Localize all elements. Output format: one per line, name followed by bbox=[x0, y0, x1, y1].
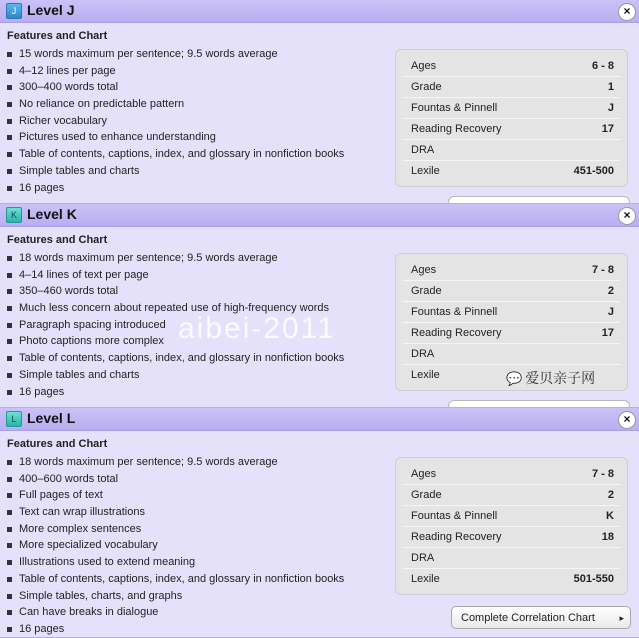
stat-label: Ages bbox=[411, 468, 437, 480]
stat-value: 451-500 bbox=[573, 165, 614, 177]
level-l-panel bbox=[0, 408, 639, 638]
feature-list bbox=[7, 454, 344, 638]
stat-row-ages bbox=[403, 464, 620, 485]
stat-row-grade bbox=[403, 281, 620, 302]
stat-row-lexile bbox=[403, 161, 620, 181]
stat-value: 6 - 8 bbox=[591, 60, 614, 72]
stat-label: Reading Recovery bbox=[411, 123, 502, 135]
feature-item: 18 words maximum per sentence; 9.5 words average bbox=[7, 454, 344, 471]
level-j-icon: J bbox=[6, 3, 22, 19]
close-icon[interactable]: × bbox=[618, 207, 636, 225]
stat-row-dra bbox=[403, 140, 620, 161]
feature-item: 16 pages bbox=[7, 180, 344, 197]
feature-item: 400–600 words total bbox=[7, 471, 344, 488]
feature-item: 300–400 words total bbox=[7, 79, 344, 96]
stat-label: Fountas & Pinnell bbox=[411, 306, 498, 318]
stat-row-grade bbox=[403, 77, 620, 98]
feature-item: Illustrations used to extend meaning bbox=[7, 554, 344, 571]
correlation-button-label: Complete Correlation Chart bbox=[461, 612, 595, 624]
stat-row-ages bbox=[403, 260, 620, 281]
features-heading: Features and Chart bbox=[7, 30, 108, 42]
stat-value: K bbox=[606, 510, 614, 522]
feature-item: More specialized vocabulary bbox=[7, 537, 344, 554]
feature-item: Table of contents, captions, index, and glossary in nonfiction books bbox=[7, 350, 344, 367]
feature-item: Photo captions more complex bbox=[7, 333, 344, 350]
feature-item: Simple tables and charts bbox=[7, 367, 344, 384]
stat-value: 7 - 8 bbox=[591, 264, 614, 276]
feature-item: Richer vocabulary bbox=[7, 113, 344, 130]
stat-label: Ages bbox=[411, 60, 437, 72]
level-l-title: Level L bbox=[27, 410, 76, 426]
feature-item: 4–12 lines per page bbox=[7, 63, 344, 80]
feature-item: Pictures used to enhance understanding bbox=[7, 129, 344, 146]
feature-item: No reliance on predictable pattern bbox=[7, 96, 344, 113]
feature-item: Can have breaks in dialogue bbox=[7, 604, 344, 621]
wechat-watermark bbox=[506, 368, 595, 388]
stat-label: Ages bbox=[411, 264, 437, 276]
feature-item: 16 pages bbox=[7, 621, 344, 638]
stat-value: 17 bbox=[601, 327, 614, 339]
stat-row-reading-recovery bbox=[403, 527, 620, 548]
stat-value: 501-550 bbox=[573, 573, 614, 585]
feature-item: Simple tables and charts bbox=[7, 163, 344, 180]
watermark: aibei-2011 bbox=[178, 312, 336, 345]
stat-row-fountas-pinnell bbox=[403, 98, 620, 119]
correlation-chart-button-partial[interactable] bbox=[448, 196, 630, 204]
feature-item: Text can wrap illustrations bbox=[7, 504, 344, 521]
level-j-panel bbox=[0, 0, 639, 204]
feature-item: 18 words maximum per sentence; 9.5 words average bbox=[7, 250, 344, 267]
stat-label: Fountas & Pinnell bbox=[411, 102, 498, 114]
level-k-icon: K bbox=[6, 207, 22, 223]
stat-label: Reading Recovery bbox=[411, 327, 502, 339]
level-k-header bbox=[0, 204, 639, 227]
stat-row-ages bbox=[403, 56, 620, 77]
feature-item: Table of contents, captions, index, and glossary in nonfiction books bbox=[7, 146, 344, 163]
features-heading: Features and Chart bbox=[7, 438, 108, 450]
stat-label: Grade bbox=[411, 285, 442, 297]
stat-row-reading-recovery bbox=[403, 323, 620, 344]
stat-label: DRA bbox=[411, 552, 435, 564]
level-stats-box bbox=[395, 457, 628, 595]
wechat-watermark-text: 爱贝亲子网 bbox=[525, 370, 596, 386]
close-icon[interactable]: × bbox=[618, 411, 636, 429]
complete-correlation-chart-button[interactable] bbox=[451, 606, 631, 629]
stat-value: 2 bbox=[607, 285, 614, 297]
level-j-title: Level J bbox=[27, 2, 75, 18]
stat-row-lexile bbox=[403, 569, 620, 589]
stat-value: 1 bbox=[607, 81, 614, 93]
stat-row-dra bbox=[403, 548, 620, 569]
stat-row-grade bbox=[403, 485, 620, 506]
level-k-title: Level K bbox=[27, 206, 77, 222]
stat-value: 2 bbox=[607, 489, 614, 501]
stat-value: J bbox=[607, 102, 614, 114]
feature-item: 16 pages bbox=[7, 384, 344, 401]
stat-label: Lexile bbox=[411, 573, 440, 585]
feature-item: Simple tables, charts, and graphs bbox=[7, 588, 344, 605]
level-l-icon: L bbox=[6, 411, 22, 427]
stat-value: 7 - 8 bbox=[591, 468, 614, 480]
feature-item: Full pages of text bbox=[7, 487, 344, 504]
arrow-right-icon: ▸ bbox=[619, 613, 624, 623]
stat-row-reading-recovery bbox=[403, 119, 620, 140]
level-j-header bbox=[0, 0, 639, 23]
stat-label: DRA bbox=[411, 348, 435, 360]
stat-label: Lexile bbox=[411, 369, 440, 381]
close-icon[interactable]: × bbox=[618, 3, 636, 21]
stat-label: Reading Recovery bbox=[411, 531, 502, 543]
stat-row-fountas-pinnell bbox=[403, 506, 620, 527]
stat-label: Lexile bbox=[411, 165, 440, 177]
feature-item: 350–460 words total bbox=[7, 283, 344, 300]
chat-bubble-icon: 💬 bbox=[506, 371, 523, 386]
feature-item: Much less concern about repeated use of high-frequency words bbox=[7, 300, 344, 317]
stat-label: Grade bbox=[411, 81, 442, 93]
feature-item: 15 words maximum per sentence; 9.5 words average bbox=[7, 46, 344, 63]
correlation-chart-button-partial[interactable] bbox=[448, 400, 630, 408]
feature-item: 4–14 lines of text per page bbox=[7, 267, 344, 284]
stat-label: Fountas & Pinnell bbox=[411, 510, 498, 522]
stat-value: J bbox=[607, 306, 614, 318]
feature-item: More complex sentences bbox=[7, 521, 344, 538]
stat-row-dra bbox=[403, 344, 620, 365]
feature-item: Table of contents, captions, index, and glossary in nonfiction books bbox=[7, 571, 344, 588]
stat-value: 17 bbox=[601, 123, 614, 135]
feature-list bbox=[7, 46, 344, 196]
stat-row-fountas-pinnell bbox=[403, 302, 620, 323]
stat-label: DRA bbox=[411, 144, 435, 156]
level-l-header bbox=[0, 408, 639, 431]
feature-item: Paragraph spacing introduced bbox=[7, 317, 344, 334]
level-stats-box bbox=[395, 49, 628, 187]
stat-label: Grade bbox=[411, 489, 442, 501]
stat-value: 18 bbox=[601, 531, 614, 543]
features-heading: Features and Chart bbox=[7, 234, 108, 246]
